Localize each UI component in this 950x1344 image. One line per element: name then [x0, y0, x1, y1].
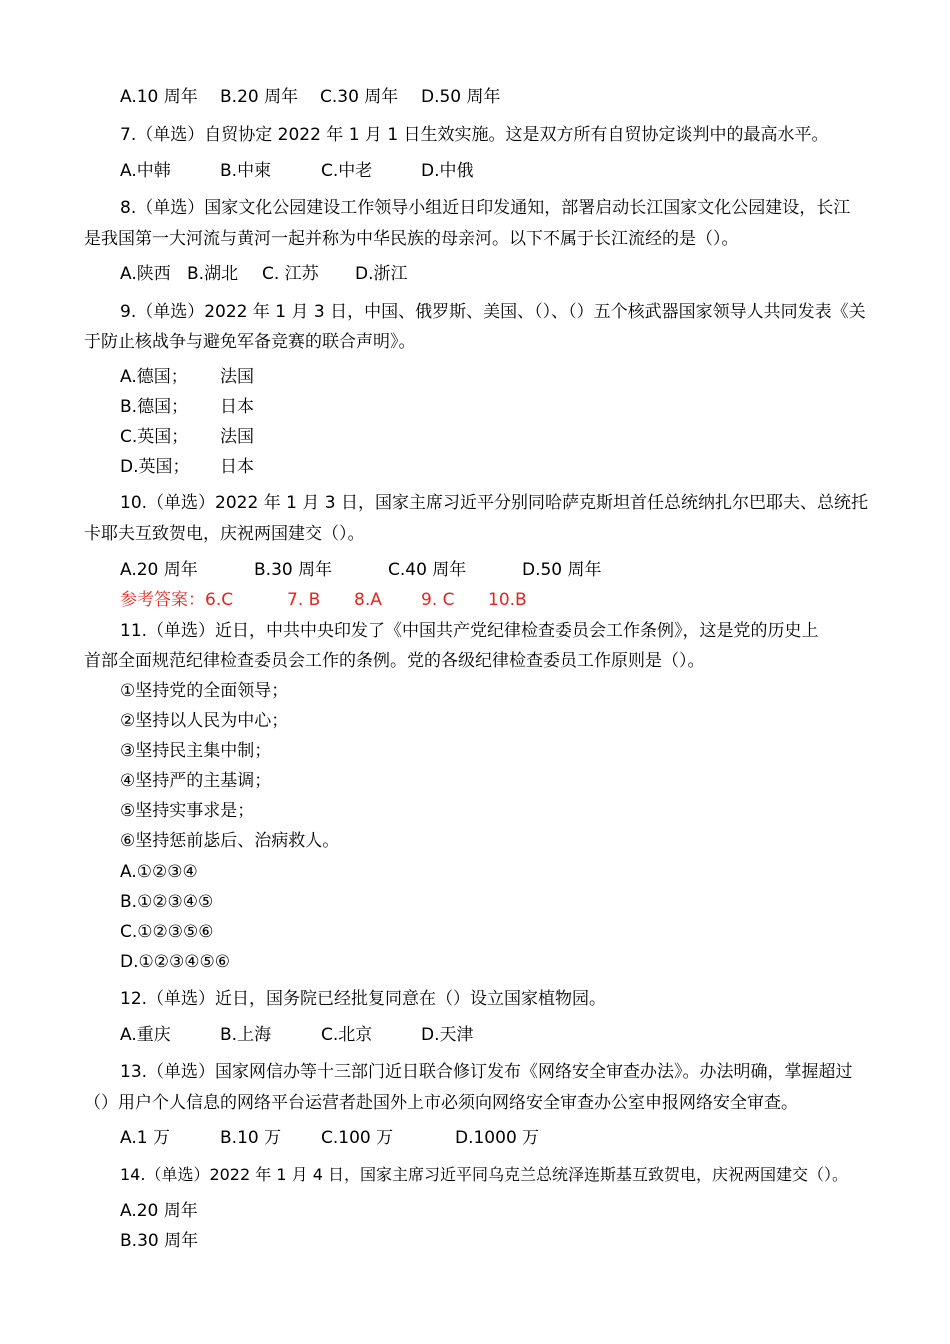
q11-principle-3: ③坚持民主集中制； — [120, 741, 272, 761]
q13-stem-line2: （）用户个人信息的网络平台运营者赴国外上市必须向网络安全审查办公室申报网络安全审查。 — [84, 1093, 798, 1113]
q14-option-a: A.20 周年 — [120, 1201, 198, 1221]
q12-option-a: A.重庆 — [120, 1025, 171, 1045]
q9-stem-line2: 于防止核战争与避免军备竞赛的联合声明》。 — [84, 332, 416, 352]
q13-option-d: D.1000 万 — [455, 1128, 540, 1148]
answer-10: 10.B — [488, 590, 527, 610]
q8-stem-line2: 是我国第一大河流与黄河一起并称为中华民族的母亲河。以下不属于长江流经的是（）。 — [84, 229, 739, 249]
q10-option-b: B.30 周年 — [254, 560, 333, 580]
q11-option-c: C.①②③⑤⑥ — [120, 922, 214, 942]
q11-principle-6: ⑥坚持惩前毖后、治病救人。 — [120, 831, 340, 851]
q7-stem: 7.（单选）自贸协定 2022 年 1 月 1 日生效实施。这是双方所有自贸协定谈判中的最高水平。 — [120, 125, 829, 145]
q8-option-d: D.浙江 — [355, 264, 408, 284]
q7-option-a: A.中韩 — [120, 161, 171, 181]
q10-stem-line1: 10.（单选）2022 年 1 月 3 日，国家主席习近平分别同哈萨克斯坦首任总统纳扎尔巴耶夫、总统托 — [120, 493, 868, 513]
q10-option-c: C.40 周年 — [388, 560, 467, 580]
q10-option-d: D.50 周年 — [522, 560, 602, 580]
q8-stem-line1: 8.（单选）国家文化公园建设工作领导小组近日印发通知，部署启动长江国家文化公园建设，长江 — [120, 198, 851, 218]
q7-option-b: B.中柬 — [220, 161, 272, 181]
q12-option-b: B.上海 — [220, 1025, 272, 1045]
q9-option-c-first: C.英国； — [120, 427, 189, 447]
q9-stem-line1: 9.（单选）2022 年 1 月 3 日，中国、俄罗斯、美国、（）、（）五个核武器国家领导人共同发表《关 — [120, 302, 866, 322]
q6-option-a: A.10 周年 — [120, 87, 198, 107]
q6-option-b: B.20 周年 — [220, 87, 299, 107]
q14-stem: 14.（单选）2022 年 1 月 4 日，国家主席习近平同乌克兰总统泽连斯基互致贺电，庆祝两国建交（）。 — [120, 1165, 848, 1184]
q13-stem-line1: 13.（单选）国家网信办等十三部门近日联合修订发布《网络安全审查办法》。办法明确，掌握超过 — [120, 1062, 853, 1082]
q9-option-a-second: 法国 — [220, 367, 254, 387]
answer-8: 8.A — [354, 590, 382, 610]
answer-7: 7. B — [287, 590, 321, 610]
q12-option-c: C.北京 — [321, 1025, 373, 1045]
q9-option-d-first: D.英国； — [120, 457, 190, 477]
answer-9: 9. C — [421, 590, 455, 610]
q14-option-b: B.30 周年 — [120, 1231, 199, 1251]
q12-stem: 12.（单选）近日，国务院已经批复同意在（）设立国家植物园。 — [120, 989, 607, 1009]
answer-label: 参考答案：6.C — [120, 590, 234, 610]
q11-option-a: A.①②③④ — [120, 862, 198, 882]
q9-option-d-second: 日本 — [220, 457, 254, 477]
q13-option-a: A.1 万 — [120, 1128, 170, 1148]
q11-principle-2: ②坚持以人民为中心； — [120, 711, 289, 731]
q10-option-a: A.20 周年 — [120, 560, 198, 580]
q13-option-c: C.100 万 — [321, 1128, 394, 1148]
q10-stem-line2: 卡耶夫互致贺电，庆祝两国建交（）。 — [84, 524, 365, 544]
q9-option-b-second: 日本 — [220, 397, 254, 417]
q11-principle-1: ①坚持党的全面领导； — [120, 681, 289, 701]
q9-option-a-first: A.德国； — [120, 367, 188, 387]
q13-option-b: B.10 万 — [220, 1128, 282, 1148]
q8-option-b: B.湖北 — [187, 264, 239, 284]
q7-option-c: C.中老 — [321, 161, 373, 181]
q6-option-d: D.50 周年 — [421, 87, 501, 107]
q11-option-b: B.①②③④⑤ — [120, 892, 214, 912]
q9-option-b-first: B.德国； — [120, 397, 189, 417]
q11-stem-line2: 首部全面规范纪律检查委员会工作的条例。党的各级纪律检查委员工作原则是（）。 — [84, 651, 705, 671]
q8-option-a: A.陕西 — [120, 264, 171, 284]
q9-option-c-second: 法国 — [220, 427, 254, 447]
q11-stem-line1: 11.（单选）近日，中共中央印发了《中国共产党纪律检查委员会工作条例》，这是党的历史上 — [120, 621, 819, 641]
q11-principle-5: ⑤坚持实事求是； — [120, 801, 255, 821]
q7-option-d: D.中俄 — [421, 161, 474, 181]
q11-principle-4: ④坚持严的主基调； — [120, 771, 272, 791]
q11-option-d: D.①②③④⑤⑥ — [120, 952, 230, 972]
q6-option-c: C.30 周年 — [320, 87, 399, 107]
q8-option-c: C. 江苏 — [262, 264, 319, 284]
q12-option-d: D.天津 — [421, 1025, 474, 1045]
